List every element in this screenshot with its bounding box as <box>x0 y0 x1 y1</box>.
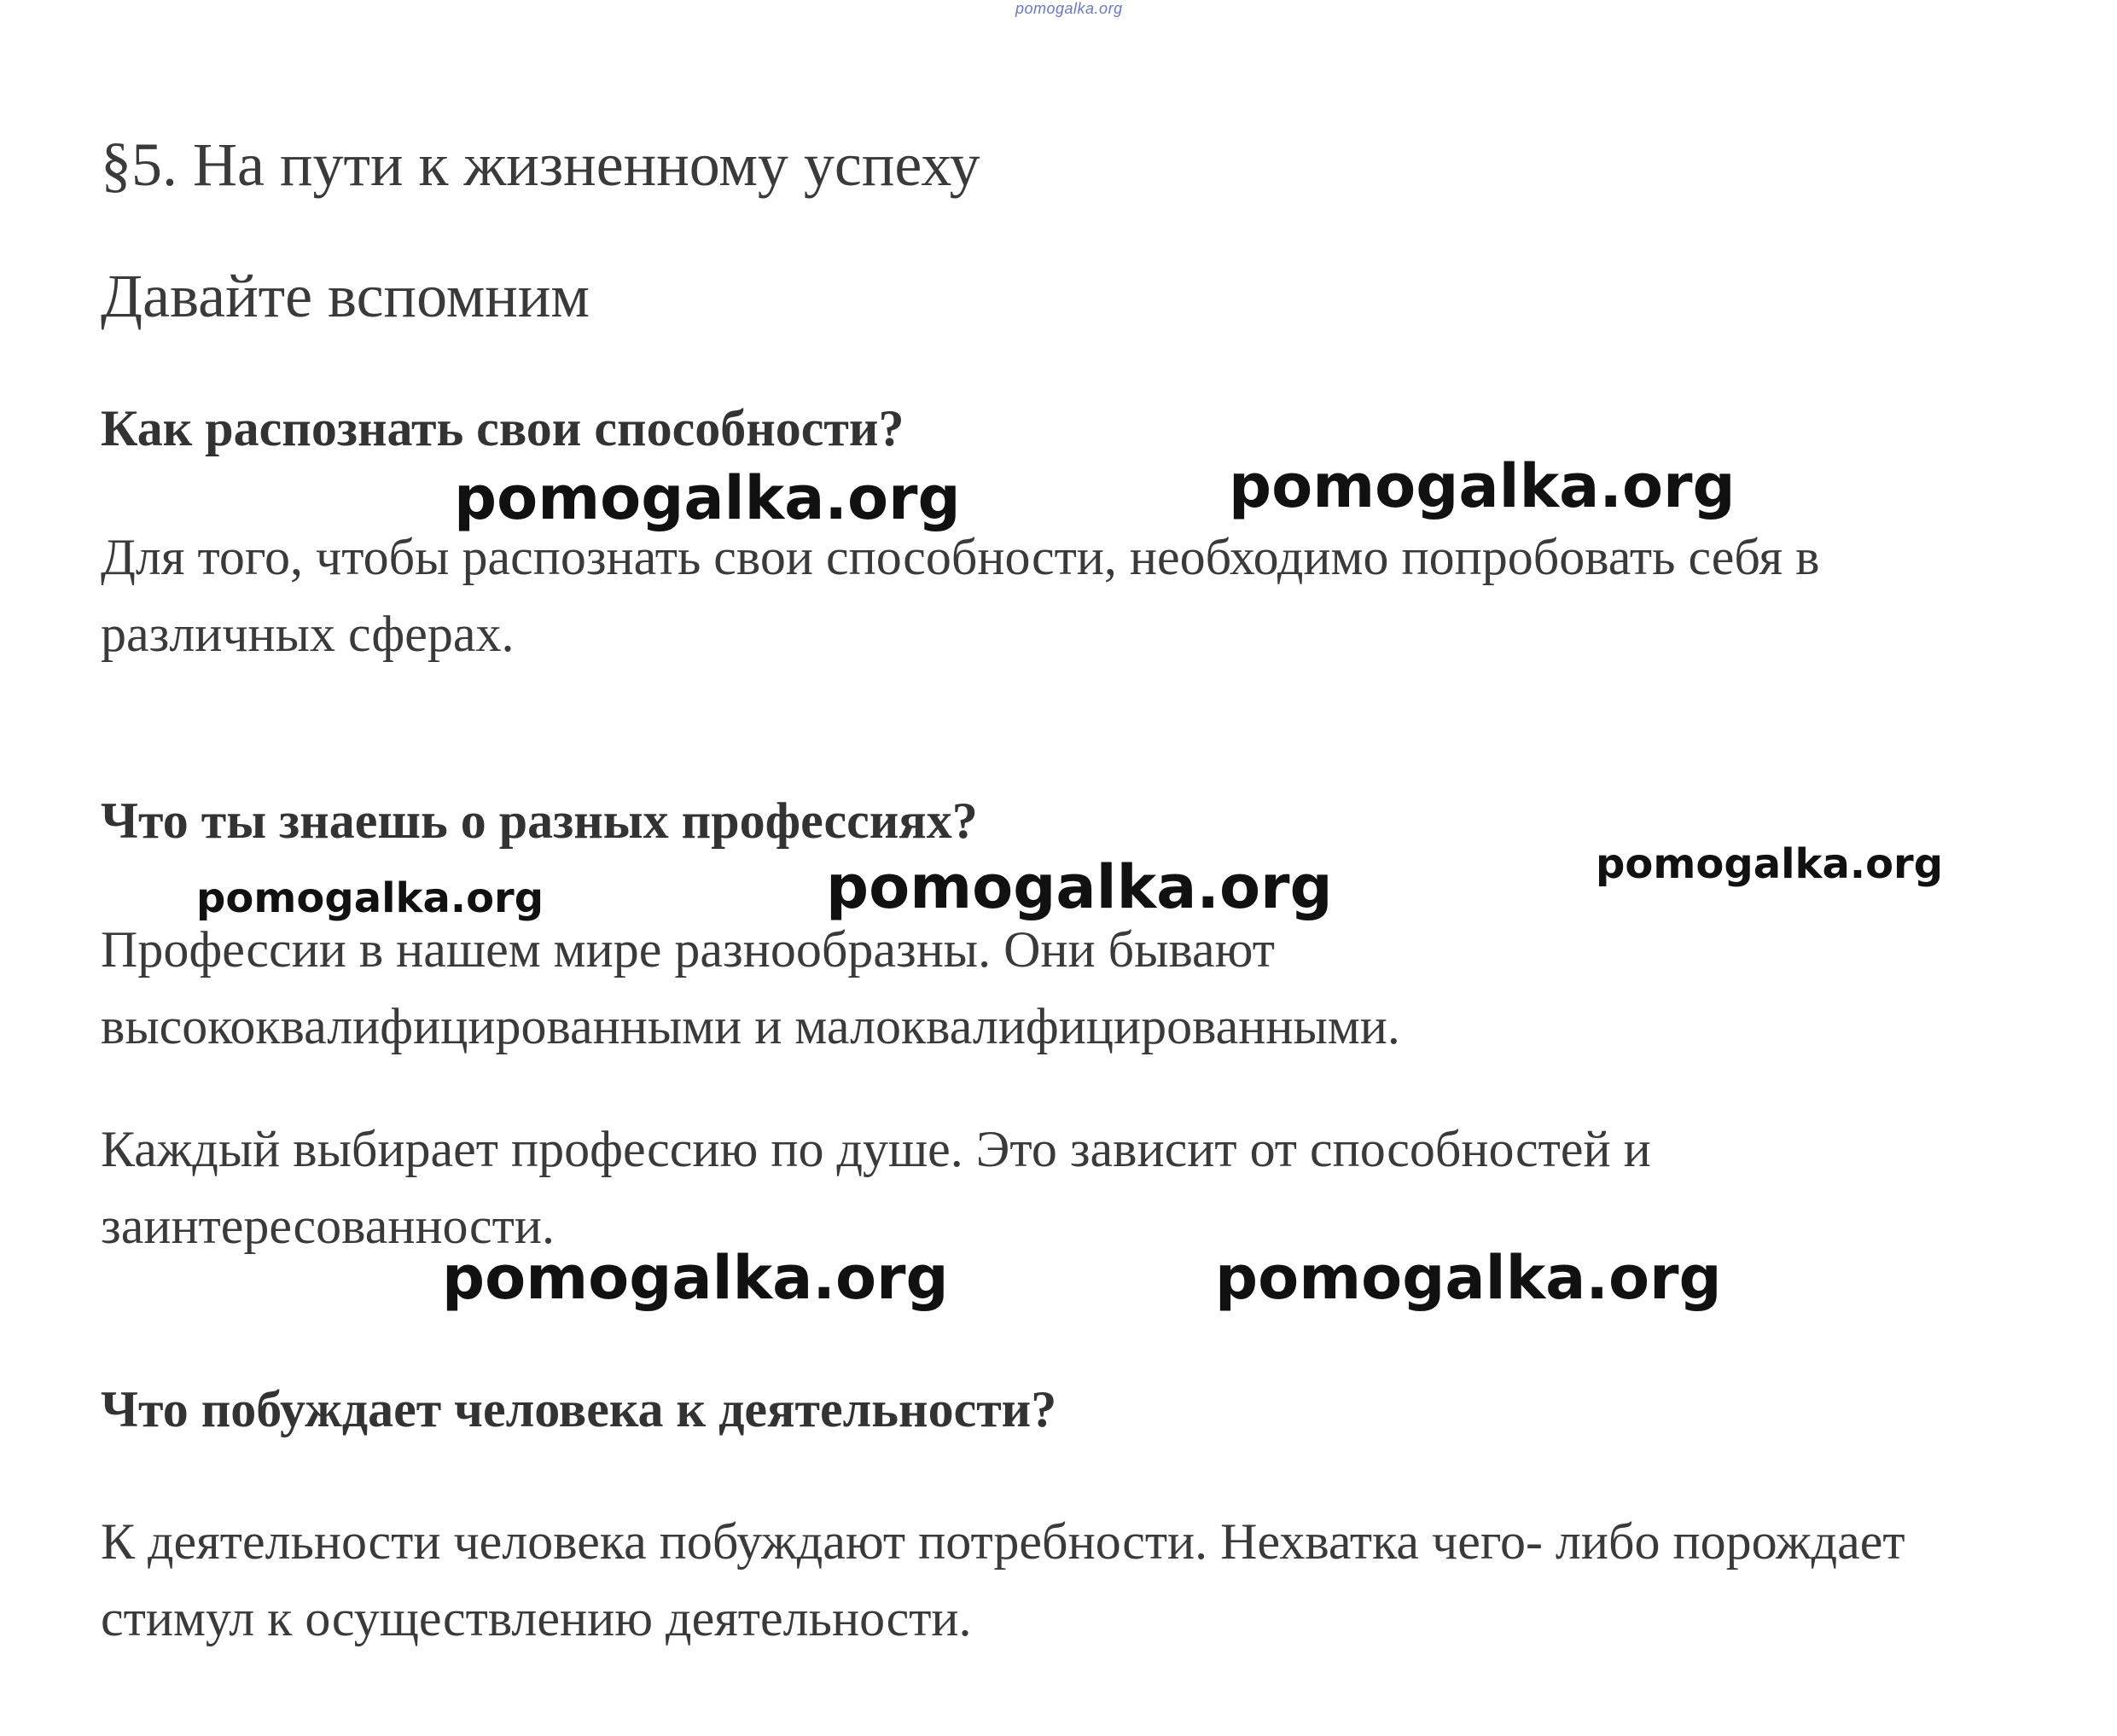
question-1: Как распознать свои способности? <box>101 400 904 456</box>
watermark: pomogalka.org <box>1215 1243 1722 1313</box>
watermark: pomogalka.org <box>442 1243 949 1313</box>
watermark: pomogalka.org <box>454 463 961 533</box>
answer-2a: Профессии в нашем мире разнообразны. Они бывают высококвалифицированными и малоквалифицированными. <box>101 921 1400 1054</box>
top-watermark: pomogalka.org <box>1015 0 1123 17</box>
page-title: §5. На пути к жизненному успеху <box>101 131 980 199</box>
watermark: pomogalka.org <box>826 852 1333 922</box>
question-3: Что побуждает человека к деятельности? <box>101 1381 1057 1437</box>
watermark: pomogalka.org <box>1229 451 1736 521</box>
question-2: Что ты знаешь о разных профессиях? <box>101 793 978 849</box>
watermark: pomogalka.org <box>1596 840 1944 888</box>
watermark: pomogalka.org <box>196 874 544 922</box>
answer-2b: Каждый выбирает профессию по душе. Это зависит от способностей и заинтересованности. <box>101 1121 1651 1254</box>
section-subtitle: Давайте вспомним <box>101 262 590 330</box>
answer-1: Для того, чтобы распознать свои способности, необходимо попробовать себя в различных сферах. <box>101 529 1820 662</box>
answer-3: К деятельности человека побуждают потребности. Нехватка чего- либо порождает стимул к осуществлению деятельности. <box>101 1513 1905 1646</box>
